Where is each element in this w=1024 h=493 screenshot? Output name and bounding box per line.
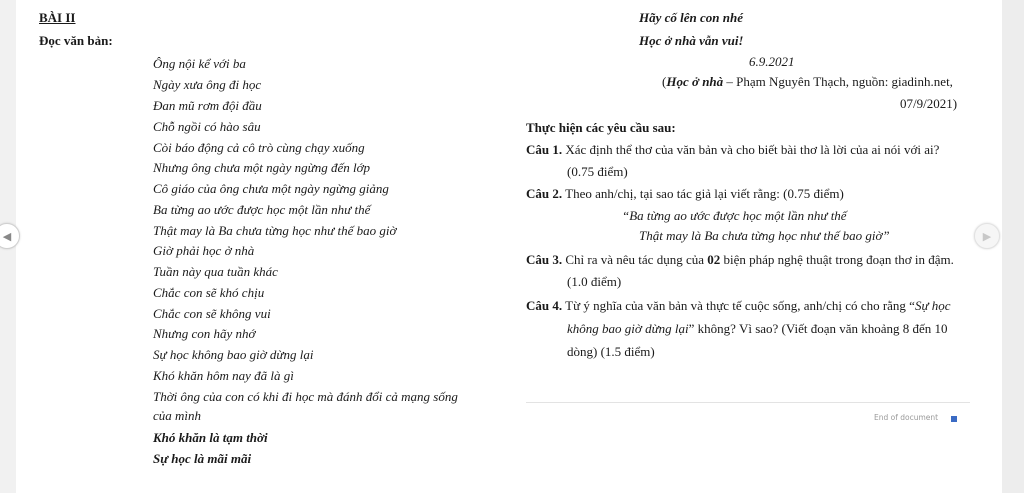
question-2-quote: Thật may là Ba chưa từng học như thế bao giờ” — [639, 228, 890, 243]
question-text: Từ ý nghĩa của văn bản và thực tế cuộc sống, anh/chị có cho rằng “ — [562, 298, 915, 313]
poem-line: Đan mũ rơm đội đầu — [153, 98, 262, 113]
question-2-quote: “Ba từng ao ước được học một lần như thế — [622, 208, 847, 223]
source-title: Học ở nhà — [666, 74, 724, 89]
instruction-heading: Thực hiện các yêu cầu sau: — [526, 120, 676, 135]
end-marker-icon — [951, 416, 957, 422]
poem-line: Chỗ ngồi có hào sâu — [153, 119, 261, 134]
poem-line: Giờ phải học ở nhà — [153, 243, 255, 258]
poem-line: Ba từng ao ước được học một lần như thế — [153, 202, 371, 217]
question-text: Xác định thể thơ của văn bản và cho biết bài thơ là lời của ai nói với ai? — [562, 142, 940, 157]
poem-continuation-line: Hãy cố lên con nhé — [639, 10, 743, 25]
question-4-cont — [567, 321, 948, 337]
poem-line: Ông nội kể với ba — [153, 56, 246, 71]
poem-line-bold: Khó khăn là tạm thời — [153, 430, 268, 445]
question-emphasis: 02 — [707, 252, 721, 267]
poem-line: của mình — [153, 408, 202, 423]
question-3-points: (1.0 điểm) — [567, 274, 622, 289]
question-text: Chỉ ra và nêu tác dụng của — [562, 252, 708, 267]
question-4-cont: dòng) (1.5 điểm) — [567, 344, 655, 359]
question-label: Câu 1. — [526, 142, 563, 157]
question-4 — [526, 298, 951, 314]
question-quote: Sự học — [914, 298, 951, 313]
poem-line: Thời ông của con có khi đi học mà đánh đổi cả mạng sống — [153, 389, 458, 404]
poem-line: Nhưng con hãy nhớ — [153, 326, 256, 341]
poem-line: Còi báo động cả cô trò cùng chạy xuống — [153, 140, 365, 155]
question-label: Câu 2. — [526, 186, 563, 201]
next-page-icon[interactable]: ▶ — [974, 223, 1000, 249]
question-1-points: (0.75 điểm) — [567, 164, 628, 179]
source-paren: ( — [662, 74, 667, 89]
question-quote: không bao giờ dừng lại — [567, 321, 689, 336]
question-text: ” không? Vì sao? (Viết đoạn văn khoảng 8 đến 10 — [688, 321, 948, 336]
poem-line: Thật may là Ba chưa từng học như thế bao giờ — [153, 223, 397, 238]
question-text: biện pháp nghệ thuật trong đoạn thơ in đậm. — [720, 252, 954, 267]
poem-line: Nhưng ông chưa một ngày ngừng đến lớp — [153, 160, 371, 175]
question-label: Câu 3. — [526, 252, 563, 267]
poem-date: 6.9.2021 — [749, 54, 795, 69]
poem-line: Sự học không bao giờ dừng lại — [153, 347, 314, 362]
question-2 — [526, 186, 844, 202]
poem-continuation-line: Học ở nhà vẫn vui! — [639, 33, 744, 48]
end-of-document-label: End of document — [874, 413, 939, 422]
read-label: Đọc văn bản: — [39, 33, 113, 48]
poem-line-bold: Sự học là mãi mãi — [153, 451, 252, 466]
poem-line: Khó khăn hôm nay đã là gì — [153, 368, 294, 383]
section-heading: BÀI II — [39, 10, 76, 25]
poem-line: Chắc con sẽ không vui — [153, 306, 271, 321]
question-3 — [526, 252, 954, 268]
prev-page-icon[interactable]: ◀ — [0, 223, 20, 249]
source-author: – Phạm Nguyên Thạch, nguồn: giadinh.net, — [723, 74, 953, 89]
poem-line: Cô giáo của ông chưa một ngày ngừng giảng — [153, 181, 389, 196]
poem-source — [662, 74, 953, 90]
end-divider — [526, 402, 970, 403]
question-1 — [526, 142, 939, 158]
poem-line: Chắc con sẽ khó chịu — [153, 285, 265, 300]
source-date: 07/9/2021) — [900, 96, 958, 111]
question-text: Theo anh/chị, tại sao tác giả lại viết rằng: (0.75 điểm) — [562, 186, 844, 201]
question-label: Câu 4. — [526, 298, 563, 313]
poem-line: Ngày xưa ông đi học — [153, 77, 262, 92]
viewer-right-gutter — [1002, 0, 1024, 493]
poem-line: Tuần này qua tuần khác — [153, 264, 278, 279]
